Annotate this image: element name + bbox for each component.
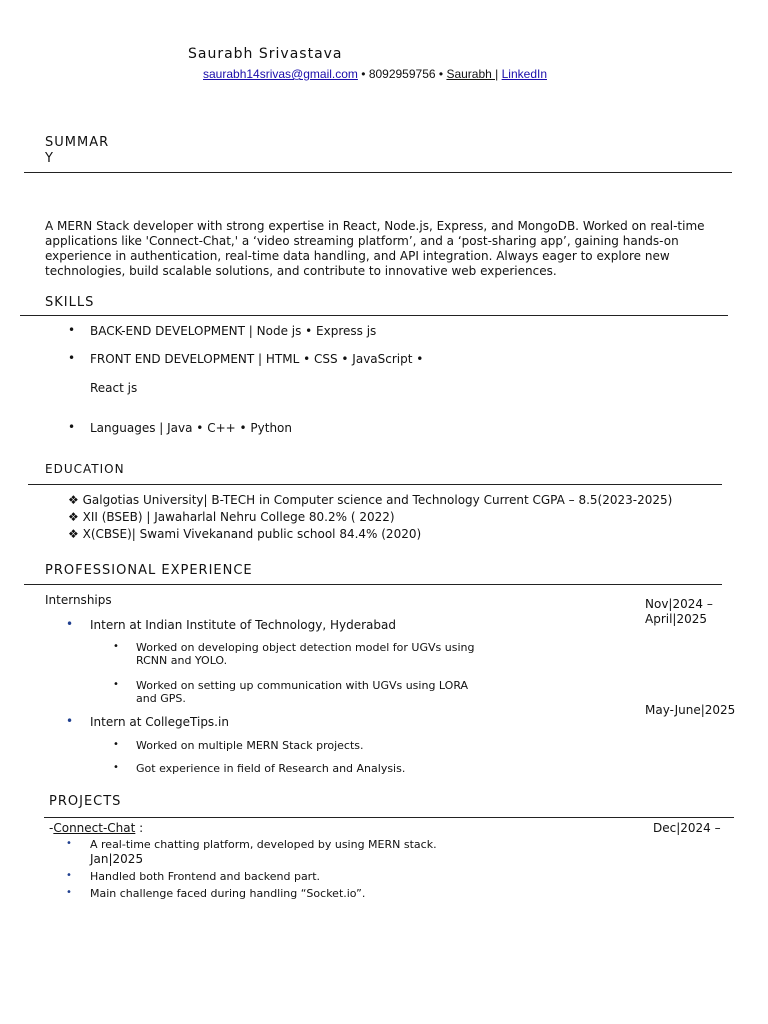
email-link[interactable]: saurabh14srivas@gmail.com	[203, 67, 358, 81]
education-text: Galgotias University| B-TECH in Computer science and Technology Current CGPA – 8.5(2023-2025)	[82, 493, 673, 507]
bullet-icon: •	[113, 739, 119, 750]
project-date-start: Dec|2024 –	[653, 821, 721, 835]
bullet-icon: •	[66, 870, 72, 881]
skill-item: FRONT END DEVELOPMENT | HTML • CSS • JavaScript •	[90, 352, 424, 366]
bullet-icon: •	[113, 641, 119, 652]
bullet-icon: •	[68, 351, 76, 365]
project-suffix: :	[135, 821, 144, 835]
internship-title: Intern at CollegeTips.in	[90, 715, 229, 729]
internship-date: May-June|2025	[645, 703, 736, 717]
diamond-bullet-icon: ❖	[68, 493, 79, 507]
point-line: Worked on setting up communication with UGVs using LORA	[136, 679, 469, 692]
candidate-name: Saurabh Srivastava	[188, 46, 343, 62]
education-text: XII (BSEB) | Jawaharlal Nehru College 80.2% ( 2022)	[82, 510, 395, 524]
linkedin-link[interactable]: LinkedIn	[501, 67, 547, 81]
education-item	[68, 492, 672, 509]
phone-number: 8092959756	[368, 67, 436, 81]
education-item	[68, 526, 672, 543]
point-line: Worked on developing object detection model for UGVs using	[136, 641, 475, 654]
separator: •	[438, 67, 444, 81]
summary-heading-line: SUMMAR	[45, 135, 110, 150]
bullet-icon: •	[68, 323, 76, 337]
summary-line: applications like 'Connect-Chat,' a ‘video streaming platform’, and a ‘post-sharing app’, gaining hands-on	[45, 234, 679, 248]
internship-point: Got experience in field of Research and Analysis.	[136, 762, 406, 775]
project-point: Main challenge faced during handling “Socket.io”.	[90, 887, 366, 900]
summary-heading	[45, 135, 109, 167]
skill-item: React js	[90, 381, 138, 395]
bullet-icon: •	[66, 617, 74, 631]
contact-line	[203, 67, 547, 81]
diamond-bullet-icon: ❖	[68, 527, 79, 541]
project-date-end: Jan|2025	[90, 852, 144, 866]
education-heading: EDUCATION	[45, 462, 125, 476]
project-point: Handled both Frontend and backend part.	[90, 870, 321, 883]
date-line: April|2025	[645, 612, 708, 626]
internship-point	[136, 641, 474, 667]
summary-line: experience in authentication, real-time data handling, and API integration. Always eager to explore new	[45, 249, 670, 263]
separator: •	[361, 67, 366, 81]
bullet-icon: •	[68, 420, 76, 434]
internship-point	[136, 679, 468, 705]
section-divider	[44, 817, 734, 818]
linkedin-prefix: Saurabh |	[446, 67, 499, 81]
skill-item: BACK-END DEVELOPMENT | Node js • Express js	[90, 324, 377, 338]
experience-heading: PROFESSIONAL EXPERIENCE	[45, 563, 253, 578]
internship-point: Worked on multiple MERN Stack projects.	[136, 739, 364, 752]
bullet-icon: •	[113, 762, 119, 773]
section-divider	[24, 584, 722, 585]
date-line: Nov|2024 –	[645, 597, 713, 611]
internship-title: Intern at Indian Institute of Technology, Hyderabad	[90, 618, 396, 632]
project-prefix: -	[49, 821, 54, 835]
section-divider	[28, 484, 722, 485]
summary-heading-line: Y	[45, 151, 54, 166]
education-item	[68, 509, 672, 526]
project-title	[49, 821, 143, 835]
summary-text	[45, 219, 705, 279]
section-divider	[20, 315, 728, 316]
point-line: and GPS.	[136, 692, 186, 705]
skills-heading: SKILLS	[45, 295, 95, 310]
project-point: A real-time chatting platform, developed by using MERN stack.	[90, 838, 437, 851]
bullet-icon: •	[66, 887, 72, 898]
summary-line: technologies, build scalable solutions, and contribute to innovative web experiences.	[45, 264, 557, 278]
diamond-bullet-icon: ❖	[68, 510, 79, 524]
point-line: RCNN and YOLO.	[136, 654, 228, 667]
project-link[interactable]: Connect-Chat	[53, 821, 136, 835]
summary-line: A MERN Stack developer with strong expertise in React, Node.js, Express, and MongoDB. Worked on real-time	[45, 219, 705, 233]
section-divider	[24, 172, 732, 173]
skill-item: Languages | Java • C++ • Python	[90, 421, 292, 435]
education-list	[68, 492, 672, 543]
bullet-icon: •	[66, 838, 72, 849]
internship-date	[645, 597, 713, 627]
internships-subheading: Internships	[45, 593, 112, 607]
bullet-icon: •	[66, 714, 74, 728]
bullet-icon: •	[113, 679, 119, 690]
education-text: X(CBSE)| Swami Vivekanand public school 84.4% (2020)	[82, 527, 422, 541]
projects-heading: PROJECTS	[49, 794, 122, 809]
